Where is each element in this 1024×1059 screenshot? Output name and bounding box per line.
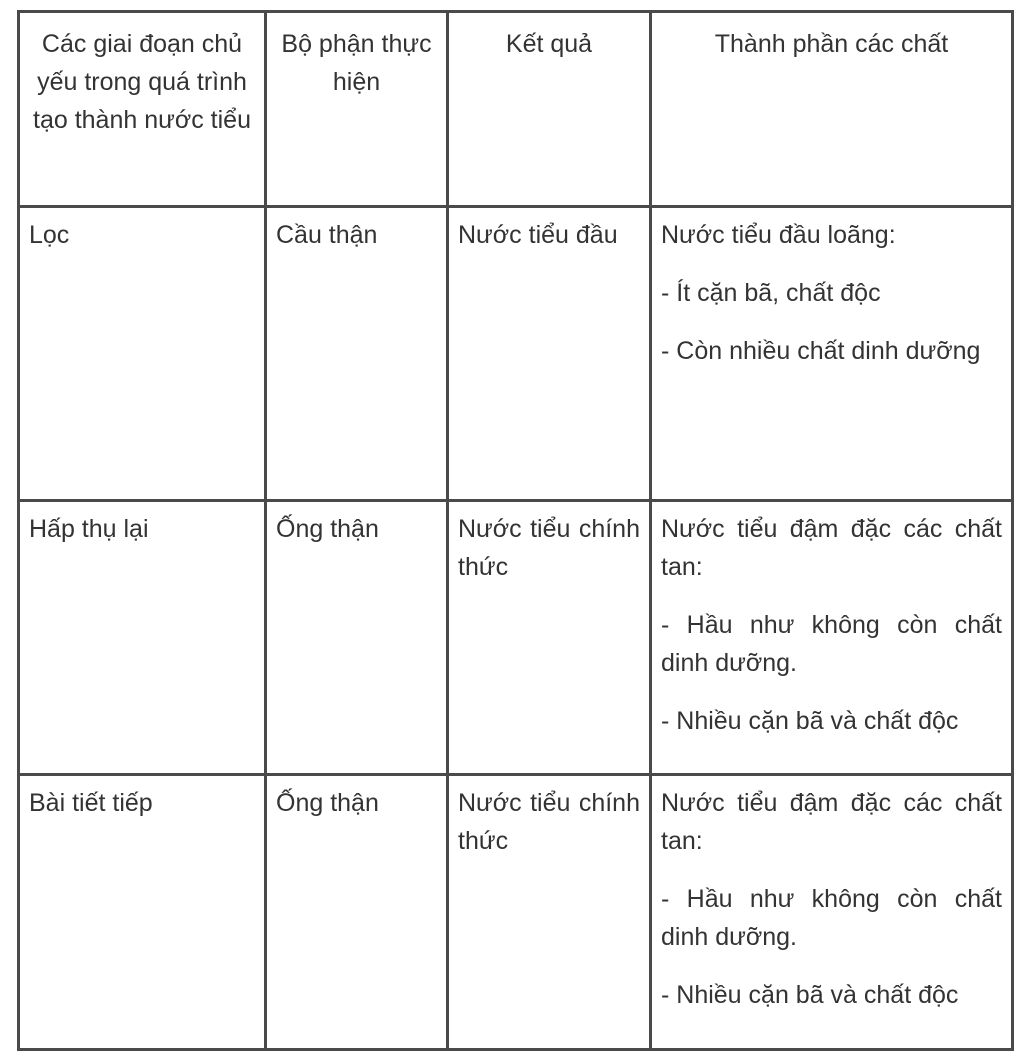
cell-organ: Cầu thận: [266, 207, 448, 501]
cell-composition: [651, 207, 1013, 501]
table-row: [19, 501, 1013, 775]
composition-line: - Hầu như không còn chất dinh dưỡng.: [661, 611, 1002, 677]
table-header-row: [19, 12, 1013, 207]
header-result: Kết quả: [448, 12, 651, 207]
composition-line: - Nhiều cặn bã và chất độc: [661, 707, 959, 735]
cell-result: Nước tiểu chính thức: [448, 501, 651, 775]
composition-line: Nước tiểu đậm đặc các chất tan:: [661, 789, 1002, 855]
cell-stage: Lọc: [19, 207, 266, 501]
cell-composition: [651, 775, 1013, 1050]
cell-result: Nước tiểu chính thức: [448, 775, 651, 1050]
composition-line: - Ít cặn bã, chất độc: [661, 279, 881, 307]
urine-formation-table: [17, 10, 1014, 1051]
header-stage: Các giai đoạn chủ yếu trong quá trình tạo thành nước tiểu: [19, 12, 266, 207]
cell-result: Nước tiểu đầu: [448, 207, 651, 501]
composition-line: Nước tiểu đầu loãng:: [661, 221, 896, 249]
composition-line: - Còn nhiều chất dinh dưỡng: [661, 337, 981, 365]
table-row: [19, 207, 1013, 501]
composition-line: - Nhiều cặn bã và chất độc: [661, 981, 959, 1009]
composition-line: - Hầu như không còn chất dinh dưỡng.: [661, 885, 1002, 951]
header-composition: Thành phần các chất: [651, 12, 1013, 207]
cell-organ: Ống thận: [266, 501, 448, 775]
table-row: [19, 775, 1013, 1050]
header-organ: Bộ phận thực hiện: [266, 12, 448, 207]
composition-line: Nước tiểu đậm đặc các chất tan:: [661, 515, 1002, 581]
cell-organ: Ống thận: [266, 775, 448, 1050]
cell-composition: [651, 501, 1013, 775]
cell-stage: Bài tiết tiếp: [19, 775, 266, 1050]
cell-stage: Hấp thụ lại: [19, 501, 266, 775]
